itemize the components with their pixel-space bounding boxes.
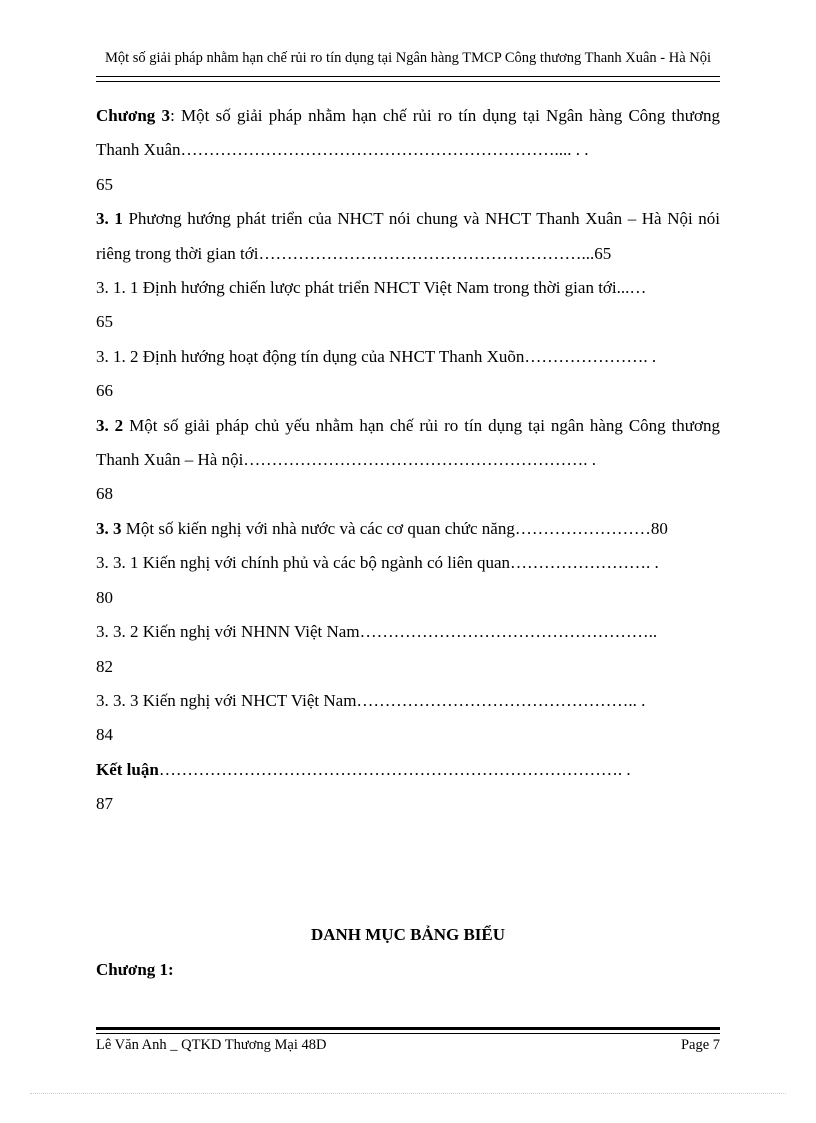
toc-entry-page: 82 xyxy=(96,656,113,676)
toc-entry-page: 84 xyxy=(96,725,113,745)
toc-entry-text: Một số kiến nghị với nhà nước và các cơ quan chức năng……………………80 xyxy=(125,518,668,538)
toc-entry-3-3-2 xyxy=(96,615,720,684)
toc-entry-3-3-3 xyxy=(96,684,720,753)
toc-entry-page: 68 xyxy=(96,484,113,504)
toc-entry-text: 3. 1. 1 Định hướng chiến lược phát triển NHCT Việt Nam trong thời gian tới...… xyxy=(96,278,647,298)
chapter-label: Chương 1: xyxy=(96,960,174,979)
toc-entry-3-1-2 xyxy=(96,340,720,409)
toc-entry-3-3-1 xyxy=(96,546,720,615)
header-rule-thick xyxy=(96,76,720,77)
toc-entry-number: 3. 2 xyxy=(96,415,124,435)
toc-entry-page: 65 xyxy=(96,174,113,194)
header-rule-thin xyxy=(96,81,720,82)
toc-entry-3-2 xyxy=(96,409,720,512)
toc-entry-3-3 xyxy=(96,512,720,546)
toc-entry-text: Một số giải pháp chủ yếu nhằm hạn chế rủi ro tín dụng tại ngân hàng Công thương Thanh Xuân – Hà nội……………………………………………………. . xyxy=(96,415,721,470)
table-of-contents xyxy=(96,99,720,822)
footer-author: Lê Văn Anh _ QTKD Thương Mại 48D xyxy=(96,1037,327,1053)
toc-entry-page: 87 xyxy=(96,794,113,814)
page-number: Page 7 xyxy=(680,1037,720,1053)
running-header: Một số giải pháp nhằm hạn chế rủi ro tín dụng tại Ngân hàng TMCP Công thương Thanh Xuân - Hà Nội xyxy=(104,50,712,66)
page-boundary xyxy=(30,1093,786,1094)
toc-entry-number: 3. 3 xyxy=(96,518,122,538)
toc-entry-text: Phương hướng phát triển của NHCT nói chung và NHCT Thanh Xuân – Hà Nội nói riêng trong thời gian tới…………………………………………………...65 xyxy=(96,209,721,263)
toc-entry-3-1 xyxy=(96,202,720,271)
toc-entry-page: 66 xyxy=(96,381,113,401)
toc-entry-number: 3. 1 xyxy=(96,209,123,229)
toc-entry-text: 3. 3. 2 Kiến nghị với NHNN Việt Nam…………………………………………….. xyxy=(96,622,658,642)
section-title: DANH MỤC BẢNG BIỂU xyxy=(310,925,506,944)
footer-rule-thin xyxy=(96,1033,720,1034)
toc-entry-number: Chương 3 xyxy=(96,106,171,125)
toc-entry-conclusion xyxy=(96,753,720,822)
toc-entry-text: 3. 3. 3 Kiến nghị với NHCT Việt Nam………………………………………….. . xyxy=(96,690,646,710)
toc-entry-text: 3. 3. 1 Kiến nghị với chính phủ và các bộ ngành có liên quan……………………. . xyxy=(96,553,659,573)
toc-entry-chapter-3: Chương 3: Một số giải pháp nhằm hạn chế rủi ro tín dụng tại Ngân hàng Công thương Thanh Xuân………………………………………………………….... . . 65 xyxy=(96,99,720,202)
toc-entry-page: 80 xyxy=(96,587,113,607)
toc-entry-page: 65 xyxy=(96,312,113,332)
toc-entry-text: 3. 1. 2 Định hướng hoạt động tín dụng của NHCT Thanh Xuõn…………………. . xyxy=(96,346,657,366)
footer-rule-thick xyxy=(96,1027,720,1030)
toc-entry-3-1-1 xyxy=(96,271,720,340)
toc-entry-text: ………………………………………………………………………. . xyxy=(158,759,631,779)
toc-entry-text: Một số giải pháp nhằm hạn chế rủi ro tín dụng tại Ngân hàng Công thương Thanh Xuân………………………………………………………….... . . xyxy=(96,106,720,160)
toc-entry-number: Kết luận xyxy=(96,759,159,779)
